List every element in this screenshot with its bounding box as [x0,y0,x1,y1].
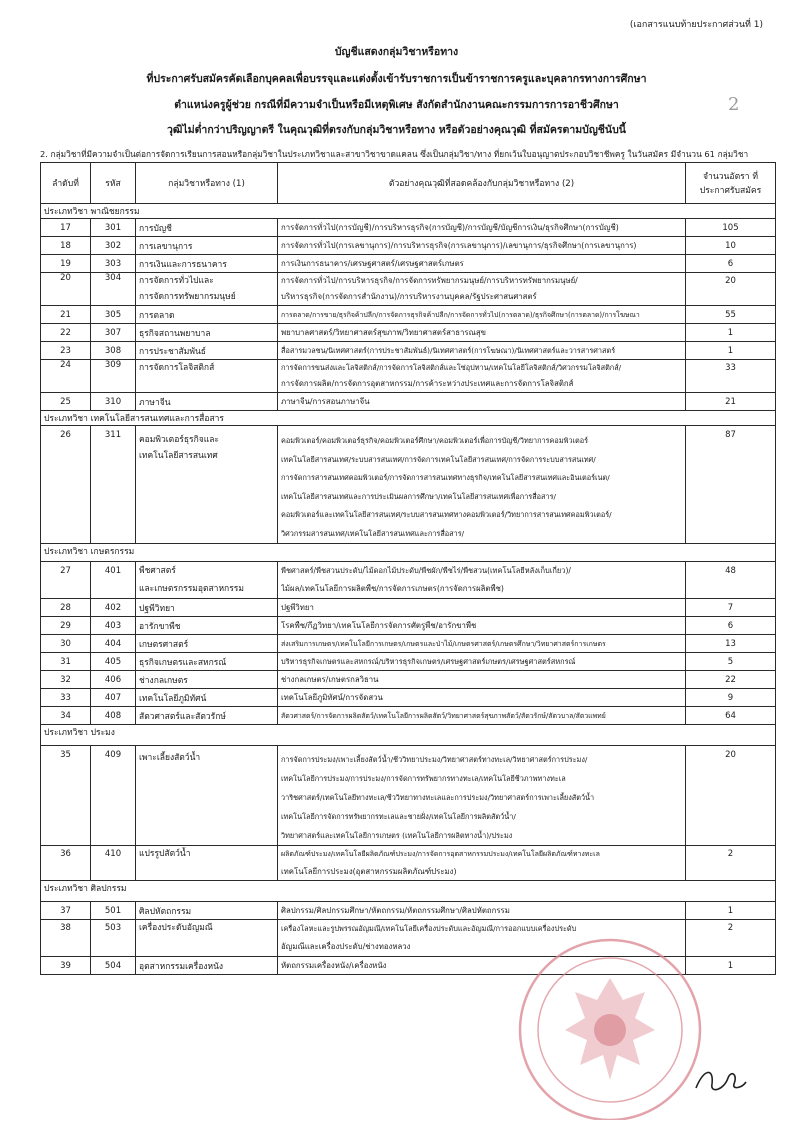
table-row [41,324,776,342]
example-line: พืชศาสตร์/พืชสวนประดับ/ไม้ดอกไม้ประดับ/พืชผัก/พืชไร่/พืชสวน(เทคโนโลยีหลังเก็บเกี่ยว)/ [281,566,571,575]
example-line: หัตถกรรมเครื่องหนัง/เครื่องหนัง [281,960,387,970]
cell-subject [136,746,278,846]
subject-text: แปรรูปสัตว์น้ำ [139,849,191,859]
cell-count: 21 [686,393,776,411]
example-line: เทคโนโลยีภูมิทัศน์/การจัดสวน [281,692,383,702]
cell-subject [136,562,278,599]
subject-text: ธุรกิจสถานพยาบาล [139,328,211,339]
cell-code: 403 [91,617,136,635]
cell-count: 55 [686,306,776,324]
subject-text: การจัดการโลจิสติกส์ [139,363,215,373]
cell-code: 405 [91,653,136,671]
cell-example [278,273,686,306]
cell-count: 87 [686,426,776,544]
cell-subject [136,635,278,653]
category-art: ประเภทวิชา ศิลปกรรม [41,881,776,902]
table-row [41,653,776,671]
cell-count: 1 [686,902,776,920]
table-row [41,920,776,957]
cell-seq: 24 [41,360,91,393]
cell-seq: 34 [41,707,91,725]
cell-seq: 25 [41,393,91,411]
example-line: สื่อสารมวลชน/นิเทศศาสตร์(การประชาสัมพันธ์)/นิเทศศาสตร์(การโฆษณา)/นิเทศศาสตร์และวารสารศาสตร์ [281,345,616,355]
cell-count: 13 [686,635,776,653]
page-number: 2 [728,94,740,115]
table-row [41,342,776,360]
category-row [41,544,776,562]
cell-count: 9 [686,689,776,707]
cell-seq: 35 [41,746,91,846]
cell-code: 504 [91,957,136,975]
category-fishery: ประเภทวิชา ประมง [41,725,776,746]
cell-seq: 27 [41,562,91,599]
cell-example [278,562,686,599]
cell-seq: 22 [41,324,91,342]
cell-subject [136,219,278,237]
cell-example [278,237,686,255]
example-line: สัตวศาสตร์/การจัดการผลิตสัตว์/เทคโนโลยีการผลิตสัตว์/วิทยาศาสตร์สุขภาพสัตว์/สัตวรักษ์/สัตวบาล/สัตวแพทย์ [281,711,606,720]
example-line: ช่างกลเกษตร/เกษตรกลวิธาน [281,674,379,684]
cell-example [278,920,686,957]
cell-count: 5 [686,653,776,671]
category-ict: ประเภทวิชา เทคโนโลยีสารสนเทศและการสื่อสาร [41,411,776,426]
subject-text: การเงินและการธนาคาร [139,259,227,270]
subject-text: ปฐพีวิทยา [139,603,175,614]
cell-seq: 29 [41,617,91,635]
table-row [41,426,776,544]
cell-seq: 32 [41,671,91,689]
cell-subject [136,653,278,671]
cell-seq: 26 [41,426,91,544]
subject-text: อุตสาหกรรมเครื่องหนัง [139,961,224,972]
example-line: การจัดการผลิต/การจัดการอุตสาหกรรม/การค้าระหว่างประเทศและการจัดการโลจิสติกส์ [281,379,574,388]
title-line-2: ที่ประกาศรับสมัครคัดเลือกบุคคลเพื่อบรรจุและแต่งตั้งเข้ารับราชการเป็นข้าราชการครูและบุคลากรทางการศึกษา [146,73,647,85]
table-row [41,273,776,306]
cell-seq: 31 [41,653,91,671]
cell-subject [136,273,278,306]
example-line: เทคโนโลยีสารสนเทศและการประเมินผลการศึกษา/เทคโนโลยีสารสนเทศเพื่อการสื่อสาร/ [281,491,556,501]
example-line: เทคโนโลยีสารสนเทศ/ระบบสารสนเทศ/การจัดการเทคโนโลยีสารสนเทศ/การจัดการระบบสารสนเทศ/ [281,454,596,464]
example-line: อัญมณีและเครื่องประดับ/ช่างทองหลวง [281,942,411,951]
cell-code: 304 [91,273,136,306]
cell-seq: 30 [41,635,91,653]
example-line: การจัดการทั่วไป(การเลขานุการ)/การบริหารธุรกิจ(การเลขานุการ)/เลขานุการ/ธุรกิจศึกษา(การเลขานุการ) [281,240,637,250]
intro-text: 2. กลุ่มวิชาที่มีความจำเป็นต่อการจัดการเรียนการสอนหรือกลุ่มวิชาในประเภทวิชาและสาขาวิชาขาดแคลน ซึ่งเป็นกลุ่มวิชา/ทาง ที่ยกเว้นใบอนุญาตประกอบวิชาชีพครู ในวันสมัคร มีจำนวน 61 กลุ่มวิชา [40,149,749,159]
subject-text: ธุรกิจเกษตรและสหกรณ์ [139,657,227,668]
cell-code: 303 [91,255,136,273]
cell-subject [136,957,278,975]
cell-code: 410 [91,846,136,881]
header-code: รหัส [91,163,136,204]
cell-subject [136,237,278,255]
cell-example [278,635,686,653]
example-line: เครื่องโลหะและรูปพรรณอัญมณี/เทคโนโลยีเครื่องประดับและอัญมณี/การออกแบบเครื่องประดับ [281,924,577,933]
cell-example [278,846,686,881]
table-row [41,689,776,707]
title-line-4: วุฒิไม่ต่ำกว่าปริญญาตรี ในคุณวุฒิที่ตรงกับกลุ่มวิชาหรือทาง หรือตัวอย่างคุณวุฒิ ที่สมัครตามบัญชีนับนี้ [167,124,626,136]
example-line: การจัดการสารสนเทศคอมพิวเตอร์/การจัดการสารสนเทศทางธุรกิจ/เทคโนโลยีสารสนเทศและอินเตอร์เนต/ [281,473,610,482]
cell-seq: 18 [41,237,91,255]
example-line: บริหารธุรกิจเกษตรและสหกรณ์/บริหารธุรกิจเกษตร/เศรษฐศาสตร์เกษตร/เศรษฐศาสตร์สหกรณ์ [281,656,576,666]
cell-count: 1 [686,324,776,342]
subject-text: เพาะเลี้ยงสัตว์น้ำ [139,753,201,763]
example-line: ศิลปกรรม/ศิลปกรรมศึกษา/หัตถกรรม/หัตถกรรมศึกษา/ศิลปหัตถกรรม [281,905,510,915]
table-row [41,306,776,324]
table-row [41,255,776,273]
table-row [41,360,776,393]
category-agri: ประเภทวิชา เกษตรกรรม [41,544,776,562]
header-example: ตัวอย่างคุณวุฒิที่สอดคล้องกับกลุ่มวิชาหรือทาง (2) [278,163,686,204]
subject-text: การจัดการทั่วไปและ [139,276,214,286]
example-line: วิทยาศาสตร์และเทคโนโลยีการเกษตร (เทคโนโลยีการผลิตทางน้ำ)/ประมง [281,831,513,840]
cell-example [278,306,686,324]
cell-subject [136,671,278,689]
table-header [41,163,776,204]
cell-count: 7 [686,599,776,617]
cell-seq: 17 [41,219,91,237]
subject-text: และเกษตรกรรมอุตสาหกรรม [139,584,244,594]
cell-subject [136,393,278,411]
cell-code: 406 [91,671,136,689]
cell-example [278,324,686,342]
subject-text: การบัญชี [139,223,172,234]
subject-table [40,162,776,975]
cell-seq: 39 [41,957,91,975]
table-row [41,635,776,653]
cell-count: 2 [686,846,776,881]
cell-count: 1 [686,957,776,975]
header-seq: ลำดับที่ [41,163,91,204]
cell-count: 64 [686,707,776,725]
table-row [41,393,776,411]
table-row [41,617,776,635]
cell-seq: 28 [41,599,91,617]
cell-code: 503 [91,920,136,957]
cell-count: 33 [686,360,776,393]
subject-text: ช่างกลเกษตร [139,675,188,686]
title-line-1: บัญชีแสดงกลุ่มวิชาหรือทาง [334,46,459,58]
example-line: การจัดการประมง/เพาะเลี้ยงสัตว์น้ำ/ชีววิทยาประมง/วิทยาศาสตร์ทางทะเล/วิทยาศาสตร์การประมง/ [281,755,588,764]
cell-seq: 20 [41,273,91,306]
cell-count: 6 [686,255,776,273]
header-count: จำนวนอัตรา ที่ประกาศรับสมัคร [686,163,776,204]
cell-example [278,902,686,920]
subject-text: อารักขาพืช [139,621,181,632]
cell-count: 10 [686,237,776,255]
subject-text: เทคโนโลยีสารสนเทศ [139,451,218,461]
cell-code: 409 [91,746,136,846]
table-row [41,707,776,725]
cell-code: 302 [91,237,136,255]
cell-count: 6 [686,617,776,635]
cell-code: 307 [91,324,136,342]
subject-text: เกษตรศาสตร์ [139,639,189,650]
cell-example [278,671,686,689]
cell-subject [136,707,278,725]
cell-code: 308 [91,342,136,360]
table-row [41,562,776,599]
cell-code: 501 [91,902,136,920]
cell-example [278,707,686,725]
example-line: ไม้ผล/เทคโนโลยีการผลิตพืช/การจัดการเกษตร(การจัดการผลิตพืช) [281,584,504,593]
example-line: วาริชศาสตร์/เทคโนโลยีทางทะเล/ชีววิทยาทางทะเลและการประมง/วิทยาศาสตร์การเพาะเลี้ยงสัตว์น้ำ [281,793,595,802]
cell-subject [136,902,278,920]
subject-text: เครื่องประดับอัญมณี [139,923,213,933]
subject-text: คอมพิวเตอร์ธุรกิจและ [139,435,219,445]
cell-subject [136,617,278,635]
example-line: เทคโนโลยีการจัดการทรัพยากรทะเลและชายฝั่ง/เทคโนโลยีการผลิตสัตว์น้ำ/ [281,812,516,821]
cell-subject [136,342,278,360]
cell-seq: 21 [41,306,91,324]
cell-example [278,653,686,671]
subject-text: การประชาสัมพันธ์ [139,346,206,357]
cell-code: 401 [91,562,136,599]
cell-seq: 33 [41,689,91,707]
example-line: ส่งเสริมการเกษตร/เทคโนโลยีการเกษตร/เกษตรและป่าไม้/เกษตรศาสตร์/เกษตรศึกษา/วิทยาศาสตร์การเกษตร [281,639,606,648]
table-row [41,671,776,689]
cell-example [278,426,686,544]
cell-subject [136,920,278,957]
cell-subject [136,324,278,342]
cell-code: 402 [91,599,136,617]
cell-example [278,957,686,975]
cell-count: 105 [686,219,776,237]
title-line-3: ตำแหน่งครูผู้ช่วย กรณีที่มีความจำเป็นหรือมีเหตุพิเศษ สังกัดสำนักงานคณะกรรมการการอาชีวศึกษา [174,99,619,111]
cell-example [278,617,686,635]
cell-code: 310 [91,393,136,411]
example-line: โรคพืช/กีฏวิทยา/เทคโนโลยีการจัดการศัตรูพืช/อารักขาพืช [281,620,477,630]
cell-subject [136,599,278,617]
subject-text: ภาษาจีน [139,397,171,408]
table-row [41,237,776,255]
example-line: การจัดการทั่วไป/การบริหารธุรกิจ/การจัดการทรัพยากรมนุษย์/การบริหารทรัพยากรมนุษย์/ [281,276,578,285]
signature-icon [690,1060,750,1100]
example-line: การจัดการทั่วไป(การบัญชี)/การบริหารธุรกิจ(การบัญชี)/การบัญชี/บัญชีการเงิน/ธุรกิจศึกษา(การบัญชี) [281,222,619,232]
example-line: คอมพิวเตอร์/คอมพิวเตอร์ธุรกิจ/คอมพิวเตอร์ศึกษา/คอมพิวเตอร์เพื่อการบัญชี/วิทยาการคอมพิวเตอร์ [281,436,589,445]
cell-seq: 36 [41,846,91,881]
cell-example [278,599,686,617]
subject-text: สัตวศาสตร์และสัตวรักษ์ [139,711,226,722]
cell-count: 20 [686,273,776,306]
subject-text: การตลาด [139,310,175,321]
cell-code: 301 [91,219,136,237]
example-line: การตลาด/การขาย/ธุรกิจค้าปลีก/การจัดการธุรกิจค้าปลีก/การจัดการทั่วไป(การตลาด)/ธุรกิจศึกษา(การตลาด)/การโฆษณา [281,310,640,319]
cell-example [278,689,686,707]
cell-count: 48 [686,562,776,599]
cell-seq: 23 [41,342,91,360]
table-row [41,746,776,846]
cell-subject [136,360,278,393]
cell-count: 1 [686,342,776,360]
cell-seq: 19 [41,255,91,273]
table-row [41,902,776,920]
cell-example [278,219,686,237]
example-line: คอมพิวเตอร์และเทคโนโลยีสารสนเทศ/ระบบสารสนเทศทางคอมพิวเตอร์/วิทยาการสารสนเทศคอมพิวเตอร์/ [281,510,612,519]
cell-code: 408 [91,707,136,725]
cell-code: 407 [91,689,136,707]
subject-text: การเลขานุการ [139,241,193,252]
table-row [41,846,776,881]
category-row [41,725,776,746]
example-line: บริหารธุรกิจ(การจัดการสำนักงาน)/การบริหารงานบุคคล/รัฐประศาสนศาสตร์ [281,292,537,301]
subject-text: พืชศาสตร์ [139,566,176,576]
cell-subject [136,846,278,881]
cell-count: 2 [686,920,776,957]
cell-example [278,393,686,411]
example-line: การเงินการธนาคาร/เศรษฐศาสตร์/เศรษฐศาสตร์เกษตร [281,258,464,268]
category-row [41,204,776,219]
subject-text: การจัดการทรัพยากรมนุษย์ [139,292,236,302]
example-line: เทคโนโลยีการประมง/การประมง/การจัดการทรัพยากรทางทะเล/เทคโนโลยีชีวภาพทางทะเล [281,774,566,783]
category-row [41,411,776,426]
example-line: ผลิตภัณฑ์ประมง/เทคโนโลยีผลิตภัณฑ์ประมง/การจัดการอุตสาหกรรมประมง/เทคโนโลยีผลิตภัณฑ์ทางทะเล [281,850,600,858]
reference-note: (เอกสารแนบท้ายประกาศส่วนที่ 1) [629,20,763,30]
cell-code: 311 [91,426,136,544]
cell-count: 22 [686,671,776,689]
cell-example [278,342,686,360]
subject-text: เทคโนโลยีภูมิทัศน์ [139,693,207,704]
cell-code: 305 [91,306,136,324]
cell-code: 404 [91,635,136,653]
subject-text: ศิลปหัตถกรรม [139,906,192,917]
table-row [41,219,776,237]
cell-subject [136,426,278,544]
cell-seq: 37 [41,902,91,920]
category-row [41,881,776,902]
cell-subject [136,689,278,707]
cell-example [278,255,686,273]
example-line: ปฐพีวิทยา [281,602,314,612]
example-line: พยาบาลศาสตร์/วิทยาศาสตร์สุขภาพ/วิทยาศาสตร์สาธารณสุข [281,327,486,337]
table-row [41,957,776,975]
example-line: เทคโนโลยีการประมง(อุตสาหกรรมผลิตภัณฑ์ประมง) [281,867,457,876]
header-subject: กลุ่มวิชาหรือทาง (1) [136,163,278,204]
table-row [41,599,776,617]
cell-code: 309 [91,360,136,393]
example-line: วิศวกรรมสารสนเทศ/เทคโนโลยีสารสนเทศและการสื่อสาร/ [281,528,465,538]
cell-example [278,746,686,846]
example-line: ภาษาจีน/การสอนภาษาจีน [281,396,370,406]
cell-seq: 38 [41,920,91,957]
cell-example [278,360,686,393]
category-business: ประเภทวิชา พาณิชยกรรม [41,204,776,219]
cell-subject [136,255,278,273]
cell-subject [136,306,278,324]
cell-count: 20 [686,746,776,846]
example-line: การจัดการขนส่งและโลจิสติกส์/การจัดการโลจิสติกส์และโซ่อุปทาน/เทคโนโลยีโลจิสติกส์/วิศวกรรมโลจิสติกส์/ [281,363,622,372]
